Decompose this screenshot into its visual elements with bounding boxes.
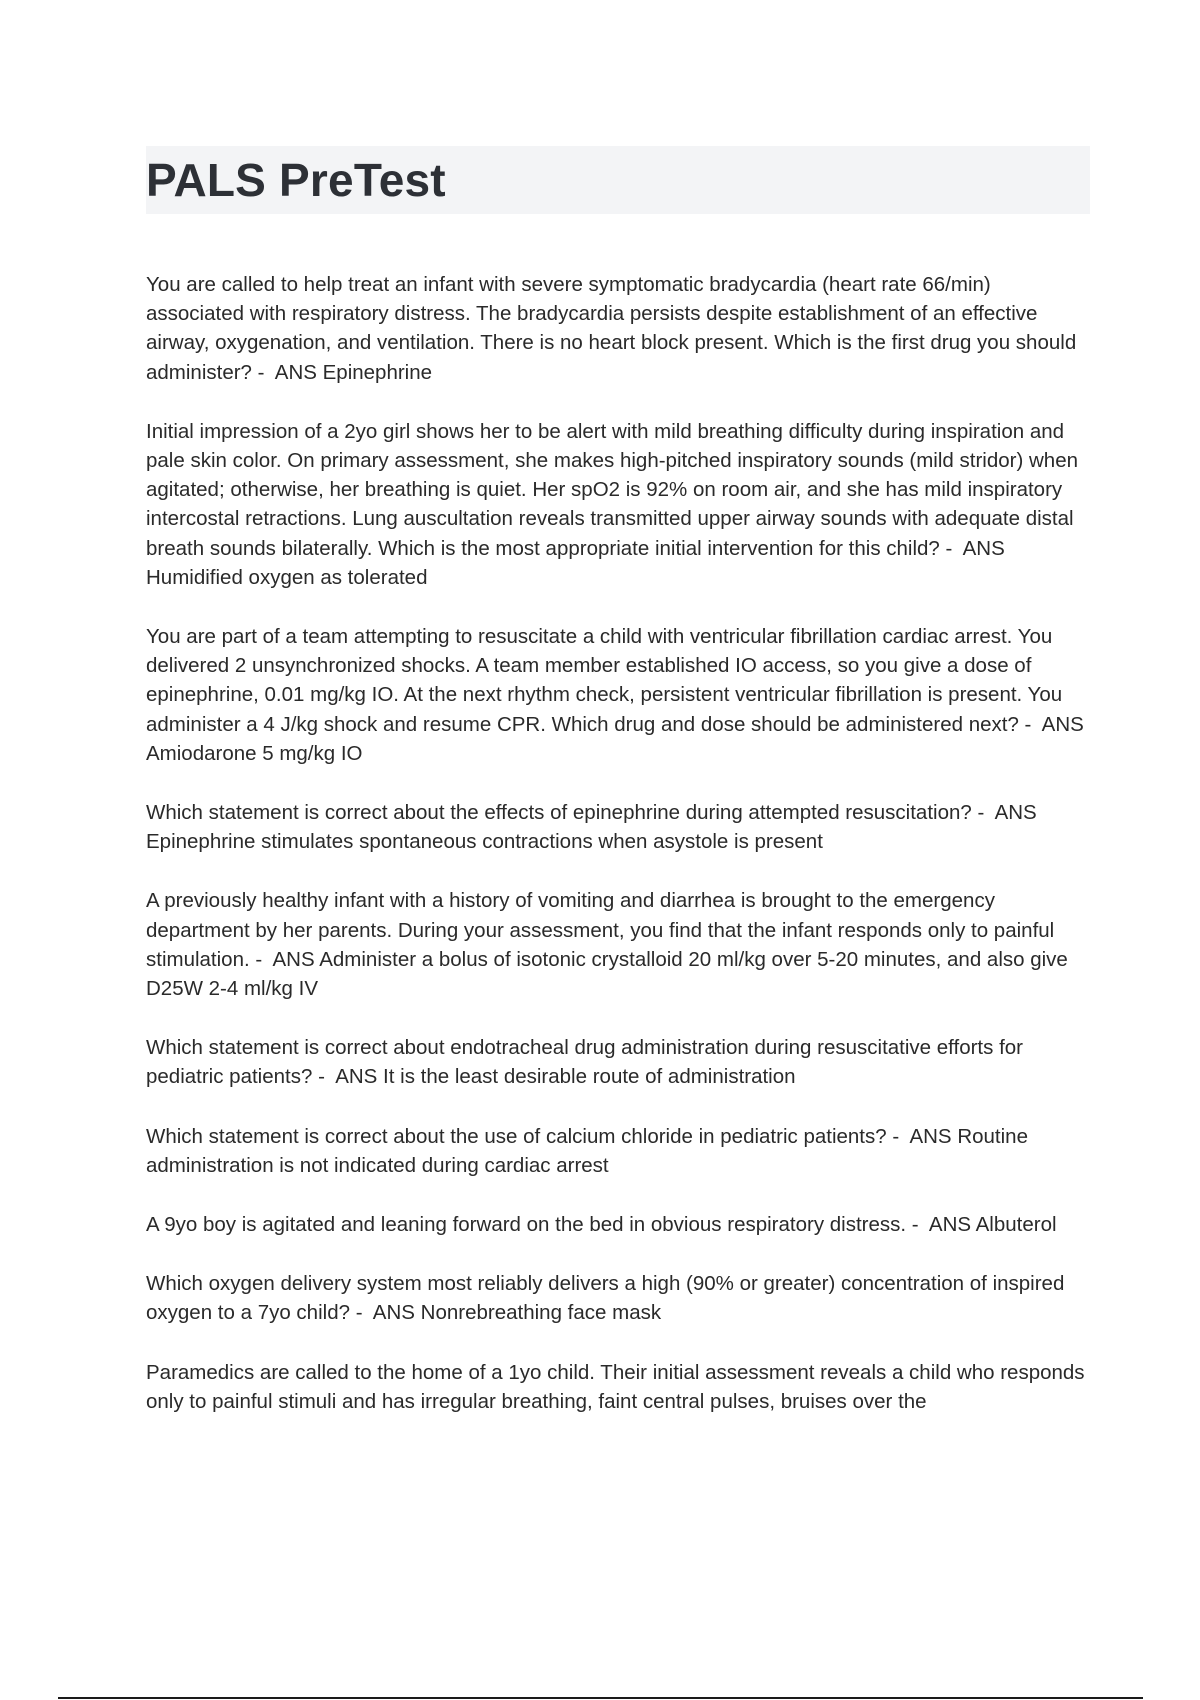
answer-text: Epinephrine	[322, 360, 433, 384]
question-text: You are part of a team attempting to resuscitate a child with ventricular fibrillation cardiac arrest. You delivered 2 unsynchronized shocks. A team member established IO access, so you give a dose of epinephrine, 0.01 mg/kg IO. At the next rhythm check, persistent ventricular fibrillation is present. You administer a 4 J/kg shock and resume CPR. Which drug and dose should be administered next?	[146, 625, 1063, 736]
answer-separator: -	[312, 1065, 336, 1089]
qa-item	[146, 1358, 1090, 1416]
answer-prefix: ANS	[335, 1065, 378, 1089]
answer-prefix: ANS	[994, 801, 1037, 825]
answer-text: It is the least desirable route of administration	[383, 1065, 796, 1089]
qa-item	[146, 1122, 1090, 1180]
qa-item	[146, 798, 1090, 856]
page-title: PALS PreTest	[146, 154, 446, 206]
answer-separator: -	[886, 1124, 910, 1148]
answer-prefix: ANS	[909, 1124, 952, 1148]
qa-item	[146, 622, 1090, 768]
qa-item	[146, 1210, 1090, 1239]
answer-prefix: ANS	[372, 1301, 415, 1325]
answer-prefix: ANS	[272, 947, 315, 971]
qa-item	[146, 1033, 1090, 1091]
answer-separator: -	[906, 1213, 929, 1237]
question-text: A previously healthy infant with a history of vomiting and diarrhea is brought to the emergency department by her parents. During your assessment, you find that the infant responds only to painful stimulation.	[146, 889, 1055, 971]
answer-separator: -	[971, 801, 995, 825]
qa-item	[146, 270, 1090, 387]
qa-item	[146, 1269, 1090, 1327]
answer-prefix: ANS	[928, 1213, 972, 1237]
answer-separator: -	[1018, 712, 1042, 736]
answer-separator: -	[350, 1301, 373, 1325]
answer-text: Nonrebreathing face mask	[420, 1301, 662, 1325]
answer-prefix: ANS	[1041, 712, 1084, 736]
answer-text: Amiodarone 5 mg/kg IO	[146, 741, 363, 765]
qa-list	[146, 270, 1090, 1446]
answer-separator: -	[939, 536, 963, 560]
question-text: A 9yo boy is agitated and leaning forward on the bed in obvious respiratory distress.	[146, 1213, 907, 1237]
question-text: Which oxygen delivery system most reliably delivers a high (90% or greater) concentration of inspired oxygen to a 7yo child?	[146, 1272, 1065, 1325]
answer-text: Administer a bolus of isotonic crystalloid 20 ml/kg over 5-20 minutes, and also give D25W 2-4 ml/kg IV	[146, 947, 1068, 1001]
answer-separator: -	[251, 360, 275, 384]
answer-separator: -	[249, 947, 273, 971]
question-text: Initial impression of a 2yo girl shows her to be alert with mild breathing difficulty during inspiration and pale skin color. On primary assessment, she makes high-pitched inspiratory sounds (mild stridor) when agitated; otherwise, her breathing is quiet. Her spO2 is 92% on room air, and she has mild inspiratory intercostal retractions. Lung auscultation reveals transmitted upper airway sounds with adequate distal breath sounds bilaterally. Which is the most appropriate initial intervention for this child?	[146, 419, 1078, 560]
title-bar	[146, 146, 1090, 214]
qa-item	[146, 417, 1090, 592]
question-text: Which statement is correct about the use of calcium chloride in pediatric patients?	[146, 1124, 887, 1148]
answer-prefix: ANS	[274, 360, 317, 384]
bottom-divider	[58, 1697, 1143, 1699]
answer-text: Albuterol	[975, 1213, 1057, 1237]
answer-text: Epinephrine stimulates spontaneous contractions when asystole is present	[146, 830, 823, 854]
answer-text: Humidified oxygen as tolerated	[146, 565, 428, 589]
question-text: Which statement is correct about endotracheal drug administration during resuscitative efforts for pediatric patients?	[146, 1036, 1023, 1089]
question-text: Which statement is correct about the effects of epinephrine during attempted resuscitation?	[146, 801, 972, 825]
question-text: Paramedics are called to the home of a 1yo child. Their initial assessment reveals a child who responds only to painful stimuli and has irregular breathing, faint central pulses, bruises over the	[146, 1360, 1085, 1413]
qa-item	[146, 886, 1090, 1003]
question-text: You are called to help treat an infant with severe symptomatic bradycardia (heart rate 66/min) associated with respiratory distress. The bradycardia persists despite establishment of an effective airway, oxygenation, and ventilation. There is no heart block present. Which is the first drug you should administer?	[146, 273, 1077, 384]
answer-text: Routine administration is not indicated during cardiac arrest	[146, 1124, 1028, 1177]
answer-prefix: ANS	[962, 536, 1005, 560]
